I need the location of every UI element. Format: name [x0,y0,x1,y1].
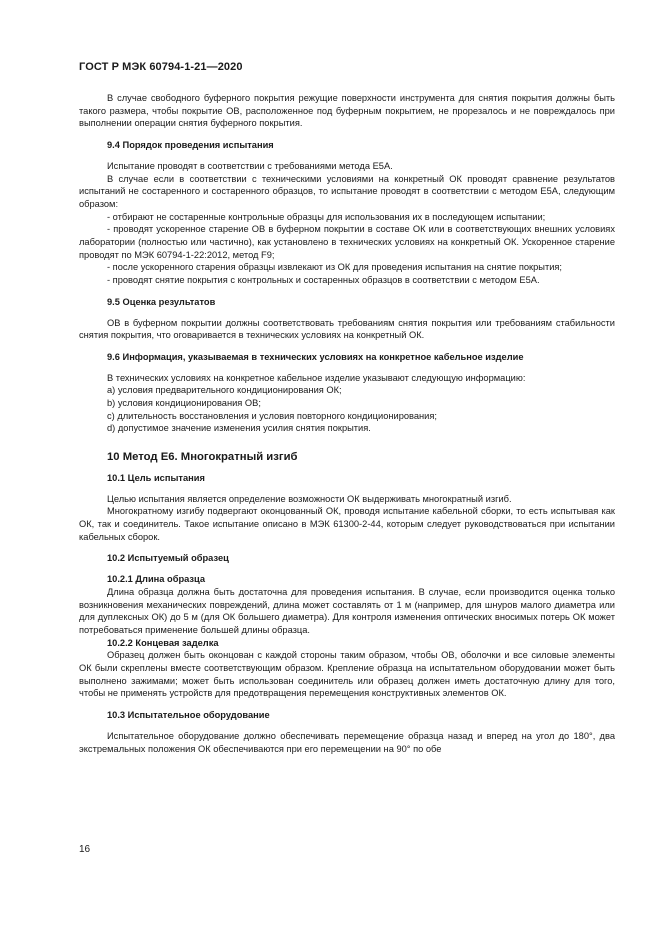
paragraph-9-5: ОВ в буферном покрытии должны соответствовать требованиям снятия покрытия или требованиям стабильности снятия покрытия, что оговаривается в технических условиях на конкретный ОК. [79,317,615,341]
paragraph-9-4-b: В случае если в соответствии с техническими условиями на конкретный ОК проводят сравнение результатов испытаний не состаренного и состаренного образцов, то испытание проводят в соответствии с методом E5A, следующим образом: [79,173,615,209]
heading-10-2-2: 10.2.2 Концевая заделка [107,637,219,648]
list-item-9-4-4: - проводят снятие покрытия с контрольных и состаренных образцов в соответствии с методом E5A. [107,275,540,286]
paragraph-9-4-a: Испытание проводят в соответствии с требованиями метода E5A. [107,160,393,171]
heading-10: 10 Метод E6. Многократный изгиб [107,451,298,464]
page-number: 16 [79,844,91,855]
paragraph-10-2-1: Длина образца должна быть достаточна для проведения испытания. В случае, если производится оценка только возникновения механических повреждений, длина может составлять от 1 м (например, для шнуров малого диаметра или для дуплексных ОК) до 5 м (для ОК большего диаметра). Для контроля изменения оптических вносимых потерь ОК может потребоваться применение большей длины образца. [79,586,615,635]
list-item-9-6-b: b) условия кондиционирования ОВ; [107,398,261,409]
heading-10-2-1: 10.2.1 Длина образца [107,574,206,585]
document-body [79,92,615,755]
list-item-9-4-2: - проводят ускоренное старение ОВ в буферном покрытии в составе ОК или в соответствующих внешних условиях лаборатории (полностью или частично), как установлено в технических условиях на конкретный ОК. Ускоренное старение проводят по МЭК 60794-1-22:2012, метод F9; [79,224,615,260]
heading-10-1: 10.1 Цель испытания [107,472,205,483]
list-item-9-6-c: с) длительность восстановления и условия повторного кондиционирования; [107,410,437,421]
paragraph-10-3: Испытательное оборудование должно обеспечивать перемещение образца назад и вперед на угол до 180°, два экстремальных положения ОК обеспечиваются при его перемещении на 90° по обе [79,730,615,754]
list-item-9-4-3: - после ускоренного старения образцы извлекают из ОК для проведения испытания на снятие покрытия; [107,262,563,273]
heading-9-5: 9.5 Оценка результатов [107,296,216,307]
paragraph-10-1-a: Целью испытания является определение возможности ОК выдерживать многократный изгиб. [107,493,512,504]
list-item-9-4-1: - отбирают не состаренные контрольные образцы для использования их в последующем испытании; [107,211,546,222]
paragraph-9-6: В технических условиях на конкретное кабельное изделие указывают следующую информацию: [107,372,526,383]
heading-10-3: 10.3 Испытательное оборудование [107,710,270,721]
paragraph-10-1-b: Многократному изгибу подвергают оконцованный ОК, проводя испытание кабельной сборки, то есть испытывая как ОК, так и соединитель. Такое испытание описано в МЭК 61300-2-44, которым следует руководствоваться при испытании кабельных сборок. [79,506,615,542]
document-header: ГОСТ Р МЭК 60794-1-21—2020 [79,61,243,73]
heading-9-4: 9.4 Порядок проведения испытания [107,140,274,151]
list-item-9-6-d: d) допустимое значение изменения усилия снятия покрытия. [107,423,371,434]
list-item-9-6-a: а) условия предварительного кондиционирования ОК; [107,385,342,396]
paragraph-intro: В случае свободного буферного покрытия режущие поверхности инструмента для снятия покрытия должны быть такого размера, чтобы покрытие ОВ, расположенное под буферным покрытием, не прорезалось и не повреждалось при выполнении операции снятия буферного покрытия. [79,93,615,129]
paragraph-10-2-2: Образец должен быть оконцован с каждой стороны таким образом, чтобы ОВ, оболочки и все силовые элементы ОК были скреплены вместе соответствующим образом. Крепление образца на испытательном оборудовании может быть выполнено зажимами; может быть использован соединитель или образец должен иметь достаточную длину для того, чтобы не применять устройств для предотвращения перемещения конструктивных элементов ОК. [79,650,615,699]
heading-9-6: 9.6 Информация, указываемая в технических условиях на конкретное кабельное изделие [107,351,524,362]
heading-10-2: 10.2 Испытуемый образец [107,553,229,564]
